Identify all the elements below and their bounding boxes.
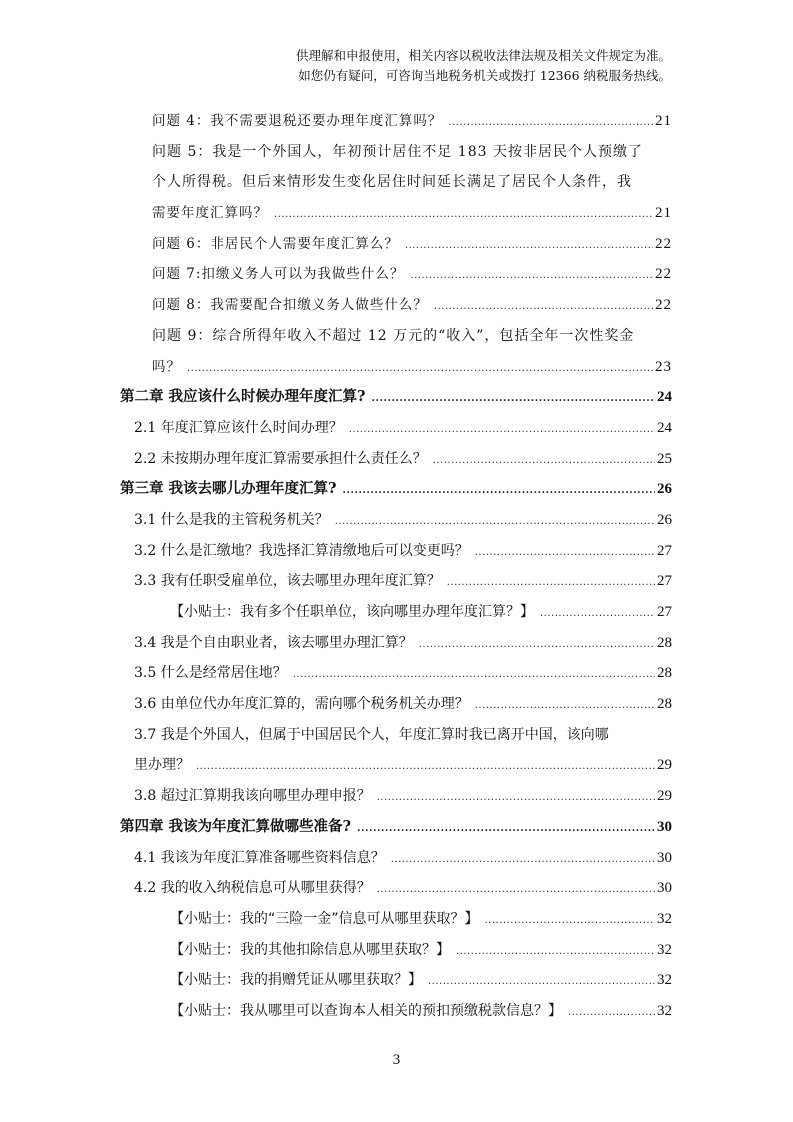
toc-entry-title: 吗？ <box>152 358 181 375</box>
toc-page-number: 27 <box>657 573 672 590</box>
dot-leader <box>187 352 653 385</box>
header-line-2: 如您仍有疑问，可咨询当地税务机关或拨打 12366 纳税服务热线。 <box>298 68 671 83</box>
toc-entry-chapter[interactable] <box>120 382 672 413</box>
toc-entry-title-continued[interactable]: 个人所得税。但后来情形发生变化居住时间延长满足了居民个人条件，我 <box>152 174 632 191</box>
toc-page-number: 21 <box>655 113 672 129</box>
dot-leader <box>405 229 653 262</box>
toc-entry-tip[interactable] <box>120 935 672 966</box>
toc-page-number: 25 <box>657 450 672 467</box>
toc-entry-title: 【小贴士：我有多个任职单位，该向哪里办理年度汇算？】 <box>170 604 534 620</box>
toc-entry-title: 需要年度汇算吗？ <box>152 205 268 222</box>
toc-page-number: 28 <box>657 634 672 651</box>
dot-leader <box>475 536 655 569</box>
toc-page-number: 26 <box>657 481 672 498</box>
dot-leader <box>456 935 655 968</box>
toc-entry-title: 2.2 未按期办理年度汇算需要承担什么责任么？ <box>134 450 427 467</box>
toc-entry-sec[interactable] <box>120 873 672 904</box>
toc-entry-title: 【小贴士：我的其他扣除信息从哪里获取？】 <box>170 941 450 958</box>
toc-entry-title: 2.1 年度汇算应该什么时间办理？ <box>134 419 343 436</box>
toc-entry-sec[interactable] <box>120 628 672 659</box>
toc-entry-title: 4.2 我的收入纳税信息可从哪里获得？ <box>134 880 371 897</box>
dot-leader <box>349 413 655 446</box>
toc-entry-sec[interactable] <box>120 658 672 689</box>
toc-entry-sec[interactable] <box>120 505 672 536</box>
toc-entry-q[interactable] <box>120 352 672 383</box>
toc-entry-sec[interactable] <box>120 689 672 720</box>
page-header <box>296 46 671 86</box>
toc-entry-title: 问题 8：我需要配合扣缴义务人做些什么？ <box>152 297 428 314</box>
dot-leader <box>447 566 655 599</box>
dot-leader <box>485 904 655 937</box>
dot-leader <box>434 290 653 323</box>
toc-entry-sec[interactable] <box>120 781 672 812</box>
toc-entry-title: 【小贴士：我从哪里可以查询本人相关的预扣预缴税款信息？】 <box>170 1002 562 1019</box>
dot-leader <box>410 259 653 292</box>
header-line-1: 供理解和申报使用，相关内容以税收法律法规及相关文件规定为准。 <box>295 48 671 63</box>
toc-entry-title: 问题 6：非居民个人需要年度汇算么？ <box>152 235 399 252</box>
toc-page-number: 24 <box>657 419 672 436</box>
toc-entry-title: 3.6 由单位代办年度汇算的，需向哪个税务机关办理？ <box>134 696 469 713</box>
toc-entry-chapter[interactable] <box>120 812 672 843</box>
toc-entry-title: 第二章 我应该什么时候办理年度汇算? <box>120 388 366 406</box>
dot-leader <box>357 812 655 845</box>
table-of-contents <box>120 106 672 1027</box>
toc-page-number: 24 <box>657 389 672 406</box>
toc-page-number: 28 <box>657 665 672 682</box>
toc-entry-tip[interactable] <box>120 597 672 628</box>
toc-entry-tip[interactable] <box>120 904 672 935</box>
toc-page-number: 22 <box>655 266 672 283</box>
toc-page-number: 29 <box>657 757 672 774</box>
toc-entry-q[interactable] <box>120 198 672 229</box>
toc-page-number: 22 <box>655 235 672 252</box>
toc-entry-q[interactable] <box>120 290 672 321</box>
toc-page-number: 28 <box>657 696 672 713</box>
toc-entry-sec[interactable] <box>120 536 672 567</box>
toc-entry-q[interactable] <box>120 229 672 260</box>
toc-entry-tip[interactable] <box>120 996 672 1027</box>
toc-entry-title: 第四章 我该为年度汇算做哪些准备? <box>120 817 352 835</box>
dot-leader <box>428 965 655 998</box>
toc-entry-sec[interactable] <box>120 413 672 444</box>
toc-entry-tip[interactable] <box>120 965 672 996</box>
toc-entry-title: 3.5 什么是经常居住地？ <box>134 665 287 682</box>
toc-page-number: 23 <box>655 358 672 375</box>
toc-entry-title: 【小贴士：我的“三险一金”信息可从哪里获取？】 <box>170 910 479 927</box>
toc-entry-title: 3.1 什么是我的主管税务机关？ <box>134 511 329 528</box>
toc-entry-title-continued[interactable]: 问题 9：综合所得年收入不超过 12 万元的“收入”，包括全年一次性奖金 <box>152 327 635 344</box>
toc-entry-title-continued[interactable]: 问题 5：我是一个外国人，年初预计居住不足 183 天按非居民个人预缴了 <box>152 143 643 160</box>
toc-entry-q[interactable] <box>120 106 672 137</box>
dot-leader <box>196 750 655 783</box>
toc-page-number: 21 <box>655 205 672 222</box>
toc-entry-sec[interactable] <box>120 566 672 597</box>
dot-leader <box>377 873 655 906</box>
toc-entry-title: 第三章 我该去哪儿办理年度汇算? <box>120 480 337 498</box>
dot-leader <box>475 689 655 722</box>
toc-page-number: 29 <box>657 788 672 805</box>
toc-entry-sec[interactable] <box>120 843 672 874</box>
toc-entry-title: 问题 4：我不需要退税还要办理年度汇算吗？ <box>152 113 443 129</box>
toc-page-number: 32 <box>657 941 672 958</box>
toc-page-number: 22 <box>655 297 672 314</box>
dot-leader <box>568 996 655 1029</box>
dot-leader <box>372 382 655 415</box>
toc-page-number: 32 <box>657 1002 672 1019</box>
toc-entry-title: 4.1 我该为年度汇算准备哪些资料信息？ <box>134 849 385 866</box>
toc-page-number: 26 <box>657 511 672 528</box>
dot-leader <box>377 781 655 814</box>
toc-entry-title-continued[interactable]: 3.7 我是个外国人，但属于中国居民个人，年度汇算时我已离开中国，该向哪 <box>134 726 609 743</box>
dot-leader <box>391 843 655 876</box>
dot-leader <box>293 658 655 691</box>
dot-leader <box>540 597 655 630</box>
dot-leader <box>343 474 655 507</box>
toc-entry-title: 3.4 我是个自由职业者，该去哪里办理汇算？ <box>134 634 413 651</box>
toc-entry-title: 【小贴士：我的捐赠凭证从哪里获取？】 <box>170 972 422 989</box>
toc-entry-chapter[interactable] <box>120 474 672 505</box>
toc-page-number: 30 <box>657 849 672 866</box>
toc-entry-sec[interactable] <box>120 750 672 781</box>
dot-leader <box>433 444 655 477</box>
toc-entry-title: 问题 7:扣缴义务人可以为我做些什么？ <box>152 266 405 283</box>
dot-leader <box>274 198 653 231</box>
toc-entry-title: 3.2 什么是汇缴地？我选择汇算清缴地后可以变更吗？ <box>134 542 469 559</box>
toc-entry-q[interactable] <box>120 259 672 290</box>
dot-leader <box>335 505 655 538</box>
toc-entry-title: 里办理？ <box>134 757 190 774</box>
dot-leader <box>448 106 653 139</box>
page-number: 3 <box>392 1052 401 1068</box>
toc-page-number: 30 <box>657 818 672 835</box>
toc-page-number: 32 <box>657 972 672 989</box>
toc-page-number: 27 <box>657 542 672 559</box>
toc-page-number: 32 <box>657 910 672 927</box>
toc-entry-sec[interactable] <box>120 444 672 475</box>
toc-page-number: 30 <box>657 880 672 897</box>
toc-entry-title: 3.8 超过汇算期我该向哪里办理申报？ <box>134 788 371 805</box>
dot-leader <box>419 628 655 661</box>
toc-entry-title: 3.3 我有任职受雇单位，该去哪里办理年度汇算？ <box>134 573 441 590</box>
toc-page-number: 27 <box>657 604 672 620</box>
